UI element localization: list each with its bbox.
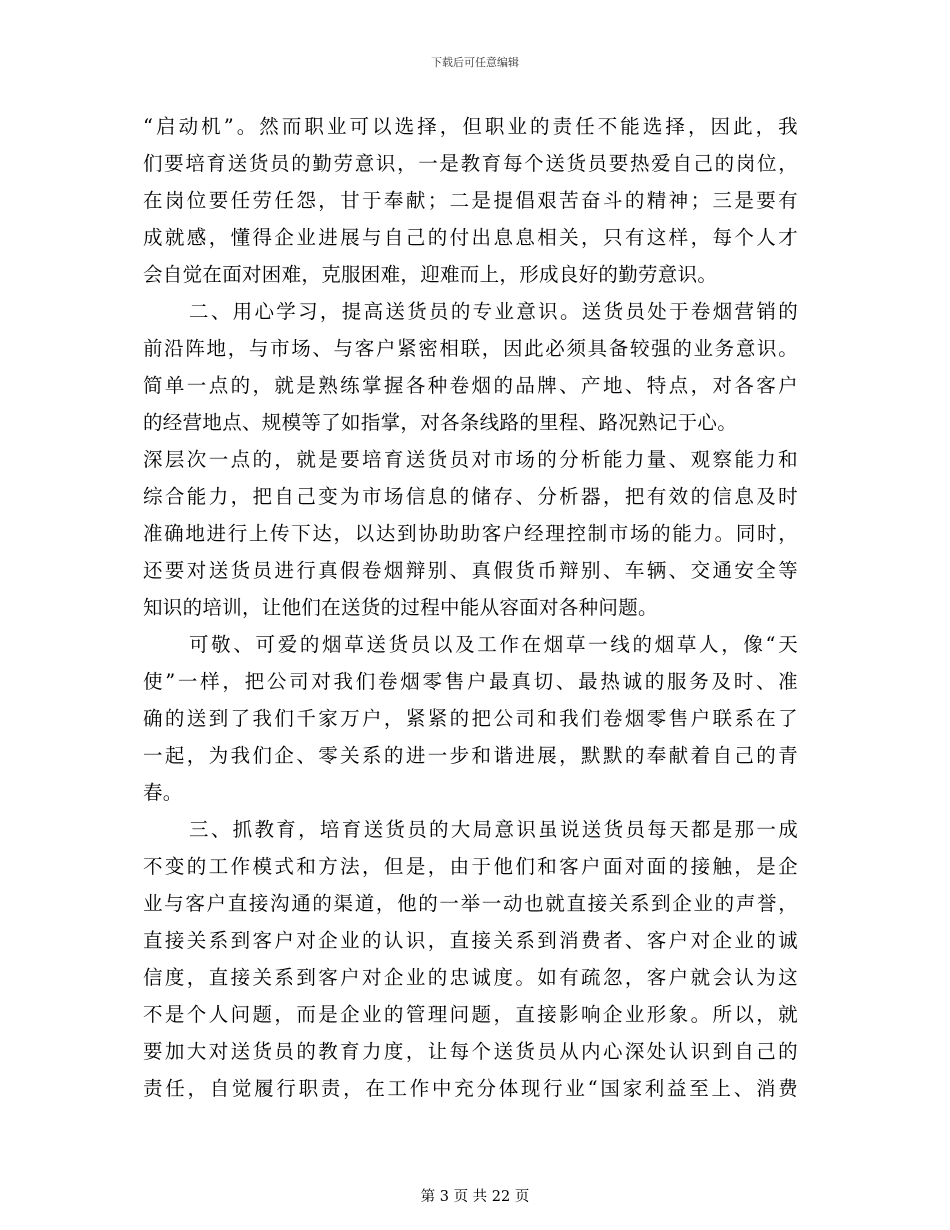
- text-line: 前沿阵地，与市场、与客户紧密相联，因此必须具备较强的业务意识。: [143, 337, 798, 360]
- text-line: 不变的工作模式和方法，但是，由于他们和客户面对面的接触，是企: [143, 855, 798, 878]
- text-line: 准确地进行上传下达，以达到协助助客户经理控制市场的能力。同时，: [143, 522, 798, 545]
- text-line: 责任，自觉履行职责，在工作中充分体现行业“国家利益至上、消费: [143, 1077, 798, 1100]
- text-line: 一起，为我们企、零关系的进一步和谐进展，默默的奉献着自己的青: [143, 744, 798, 767]
- text-line: 业与客户直接沟通的渠道，他的一举一动也就直接关系到企业的声誉，: [143, 892, 798, 915]
- text-line: 在岗位要任劳任怨，甘于奉献；二是提倡艰苦奋斗的精神；三是要有: [143, 189, 798, 212]
- document-body: [143, 112, 798, 1111]
- text-line: 可敬、可爱的烟草送货员以及工作在烟草一线的烟草人，像“天: [189, 633, 798, 656]
- text-line: 还要对送货员进行真假卷烟辩别、真假货币辩别、车辆、交通安全等: [143, 559, 798, 582]
- text-line: 深层次一点的，就是要培育送货员对市场的分析能力量、观察能力和: [143, 448, 798, 471]
- text-line: 们要培育送货员的勤劳意识，一是教育每个送货员要热爱自己的岗位，: [143, 152, 798, 175]
- text-line: 简单一点的，就是熟练掌握各种卷烟的品牌、产地、特点，对各客户: [143, 374, 798, 397]
- text-line: 直接关系到客户对企业的认识，直接关系到消费者、客户对企业的诚: [143, 929, 798, 952]
- text-line: 确的送到了我们千家万户，紧紧的把公司和我们卷烟零售户联系在了: [143, 707, 798, 730]
- text-line: 二、用心学习，提高送货员的专业意识。送货员处于卷烟营销的: [189, 300, 798, 323]
- text-line: 的经营地点、规模等了如指掌，对各条线路的里程、路况熟记于心。: [143, 411, 738, 434]
- text-line: 不是个人问题，而是企业的管理问题，直接影响企业形象。所以，就: [143, 1003, 798, 1026]
- text-line: 春。: [143, 781, 183, 804]
- text-line: 要加大对送货员的教育力度，让每个送货员从内心深处认识到自己的: [143, 1040, 798, 1063]
- text-line: 综合能力，把自己变为市场信息的储存、分析器，把有效的信息及时: [143, 485, 798, 508]
- text-line: 会自觉在面对困难，克服困难，迎难而上，形成良好的勤劳意识。: [143, 263, 718, 286]
- text-line: 信度，直接关系到客户对企业的忠诚度。如有疏忽，客户就会认为这: [143, 966, 798, 989]
- text-line: 三、抓教育，培育送货员的大局意识虽说送货员每天都是那一成: [189, 818, 798, 841]
- text-line: 知识的培训，让他们在送货的过程中能从容面对各种问题。: [143, 596, 658, 619]
- text-line: 使”一样，把公司对我们卷烟零售户最真切、最热诚的服务及时、准: [143, 670, 798, 693]
- text-line: 成就感，懂得企业进展与自己的付出息息相关，只有这样，每个人才: [143, 226, 798, 249]
- text-line: “启动机”。然而职业可以选择，但职业的责任不能选择，因此，我: [143, 115, 798, 138]
- page-number: 第 3 页 共 22 页: [420, 1189, 530, 1205]
- page-header-note: 下载后可任意编辑: [431, 56, 519, 69]
